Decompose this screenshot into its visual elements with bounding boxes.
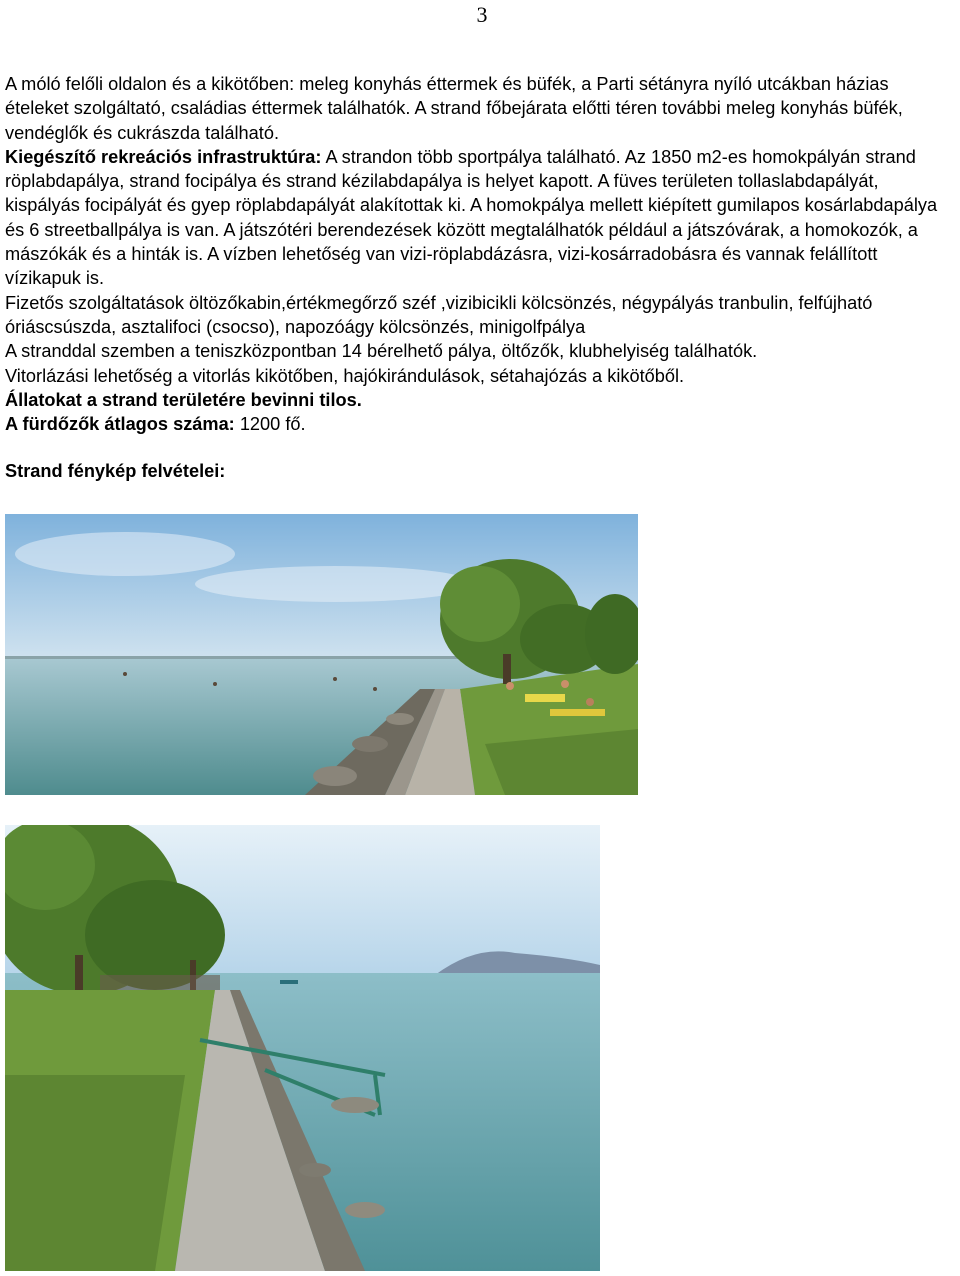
paragraph-infrastructure: [5, 145, 950, 291]
beach-photo-1: [5, 514, 638, 795]
paragraph-paid-services: Fizetős szolgáltatások öltözőkabin,értékmegőrző széf ,vizibicikli kölcsönzés, négypályás tranbulin, felfújható óriáscsúszda, asztalifoci (csocso), napozóágy kölcsönzés, minigolfpálya: [5, 292, 873, 337]
paragraph-bathers: [5, 412, 950, 436]
paragraph-restaurants: A móló felőli oldalon és a kikötőben: meleg konyhás éttermek és büfék, a Parti sétányra nyíló utcákban házias ételeket szolgáltató, családias éttermek találhatók. A strand főbejárata előtti téren további meleg konyhás büfék, vendéglők és cukrászda található.: [5, 74, 903, 143]
beach-photo-2: [5, 825, 600, 1271]
photos-heading: Strand fénykép felvételei:: [5, 461, 226, 481]
paragraph-animals: Állatokat a strand területére bevinni tilos.: [5, 389, 362, 410]
bathers-value: 1200 fő.: [239, 414, 306, 435]
bathers-label: A fürdőzők átlagos száma:: [5, 414, 235, 435]
paragraph-tennis: A stranddal szemben a teniszközpontban 14 bérelhető pálya, öltőzők, klubhelyiség találhatók.: [5, 341, 758, 362]
body-text: [5, 72, 950, 436]
page-number: 3: [476, 2, 488, 27]
infrastructure-label: Kiegészítő rekreációs infrastruktúra:: [5, 146, 322, 167]
paragraph-sailing: Vitorlázási lehetőség a vitorlás kikötőben, hajókirándulások, sétahajózás a kikötőből.: [5, 365, 685, 386]
infrastructure-text: A strandon több sportpálya található. Az 1850 m2-es homokpályán strand röplabdapálya, strand focipálya és strand kézilabdapálya is helyet kapott. A füves területen tollaslabdapályát, kispályás focipályát és gyep röplabdapályát alakítottak ki. A homokpálya mellett kiépített gumilapos kosárlabdapálya és 6 streetballpálya is van. A játszótéri berendezések között megtalálhatók például a játszóvárak, a homokozók, a mászókák és a hinták is. A vízben lehetőség van vizi-röplabdázásra, vizi-kosárradobásra és vannak felállított vízikapuk is.: [5, 146, 938, 289]
